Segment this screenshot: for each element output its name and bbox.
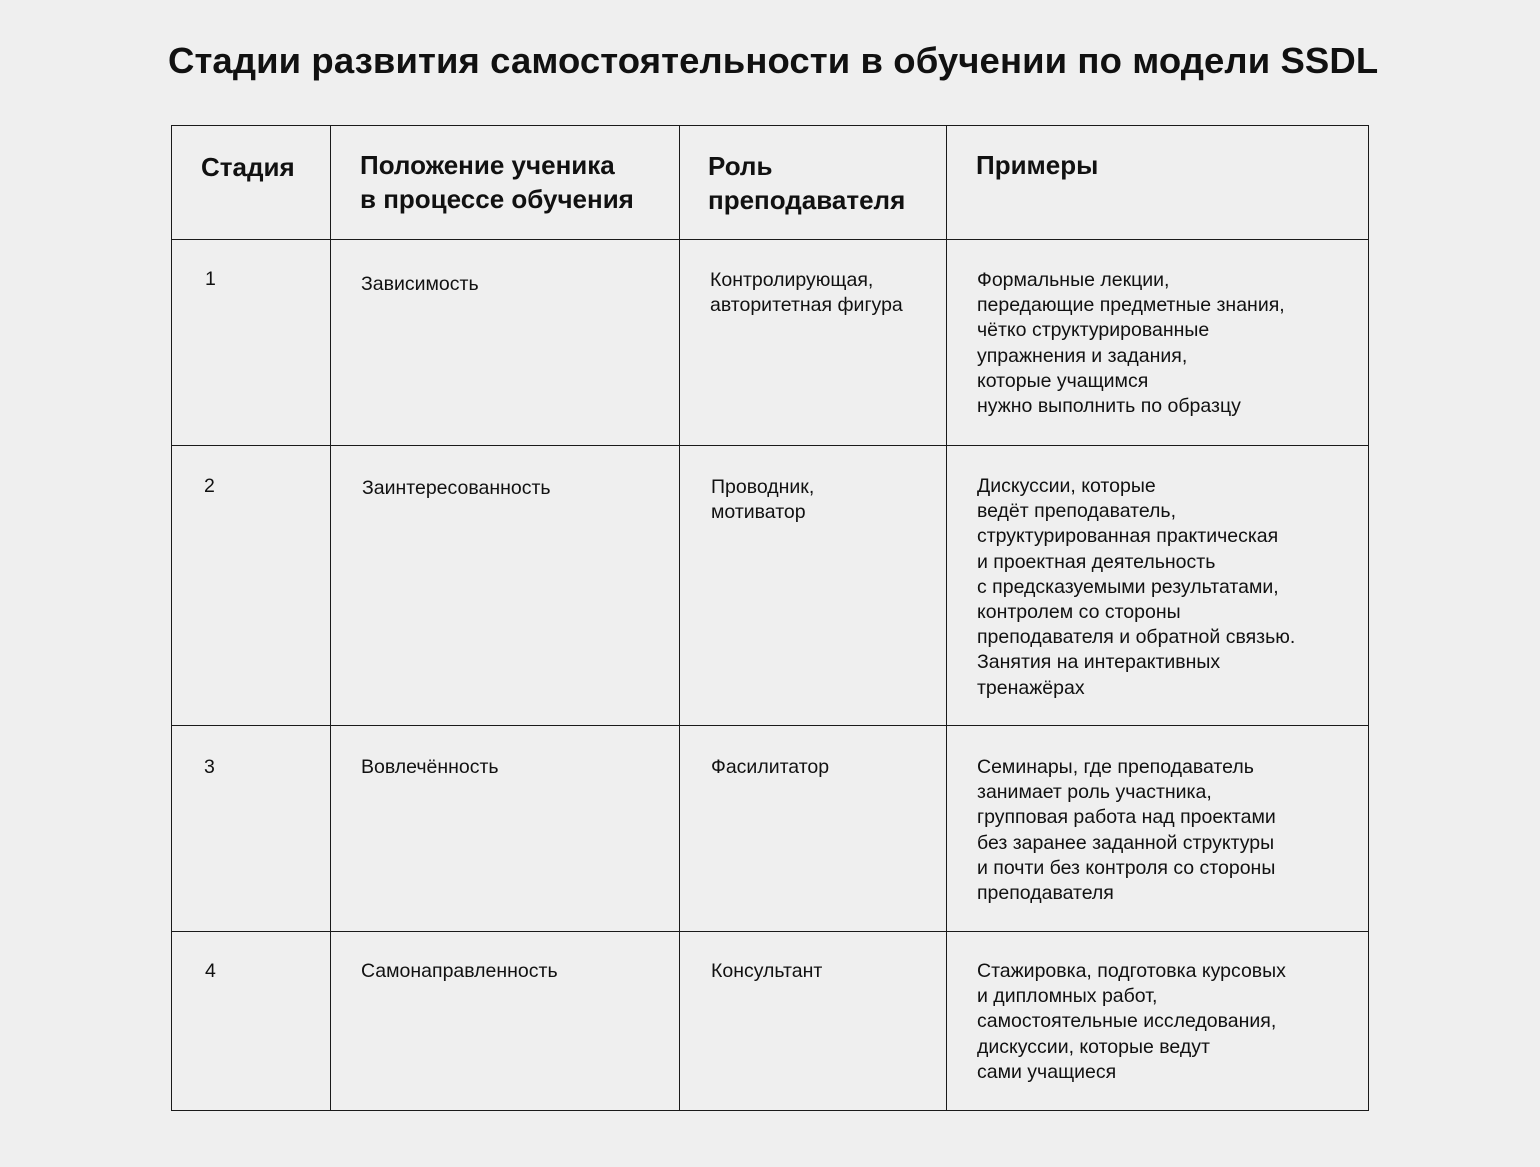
column-divider xyxy=(679,126,680,1110)
stage-number: 3 xyxy=(204,756,215,778)
row-divider xyxy=(172,239,1368,240)
teacher-role: Проводник, мотиватор xyxy=(711,476,815,524)
header-examples: Примеры xyxy=(976,150,1099,180)
header-stage: Стадия xyxy=(201,152,295,182)
examples: Семинары, где преподаватель занимает роль участника, групповая работа над проектами без заранее заданной структуры и почти без контроля со стороны преподавателя xyxy=(977,756,1276,905)
stage-number: 4 xyxy=(205,960,216,982)
teacher-role: Контролирующая, авторитетная фигура xyxy=(710,269,903,317)
examples: Формальные лекции, передающие предметные знания, чётко структурированные упражнения и задания, которые учащимся нужно выполнить по образцу xyxy=(977,269,1285,418)
row-divider xyxy=(172,445,1368,446)
header-learner-position: Положение ученика в процессе обучения xyxy=(360,150,634,214)
learner-position: Самонаправленность xyxy=(361,960,558,982)
column-divider xyxy=(330,126,331,1110)
header-teacher-role: Роль преподавателя xyxy=(708,151,906,215)
learner-position: Заинтересованность xyxy=(362,477,551,499)
row-divider xyxy=(172,931,1368,932)
row-divider xyxy=(172,725,1368,726)
stage-number: 1 xyxy=(205,268,216,290)
learner-position: Вовлечённость xyxy=(361,756,499,778)
page-title: Стадии развития самостоятельности в обучении по модели SSDL xyxy=(168,40,1379,81)
ssdl-stages-table xyxy=(171,125,1369,1111)
column-divider xyxy=(946,126,947,1110)
examples: Стажировка, подготовка курсовых и дипломных работ, самостоятельные исследования, дискуссии, которые ведут сами учащиеся xyxy=(977,960,1286,1083)
teacher-role: Консультант xyxy=(711,960,823,982)
learner-position: Зависимость xyxy=(361,273,479,295)
teacher-role: Фасилитатор xyxy=(711,756,830,778)
stage-number: 2 xyxy=(204,475,215,497)
examples: Дискуссии, которые ведёт преподаватель, структурированная практическая и проектная деятельность с предсказуемыми результатами, контролем со стороны преподавателя и обратной связью. Занятия на интерактивных тренажёрах xyxy=(977,475,1296,699)
